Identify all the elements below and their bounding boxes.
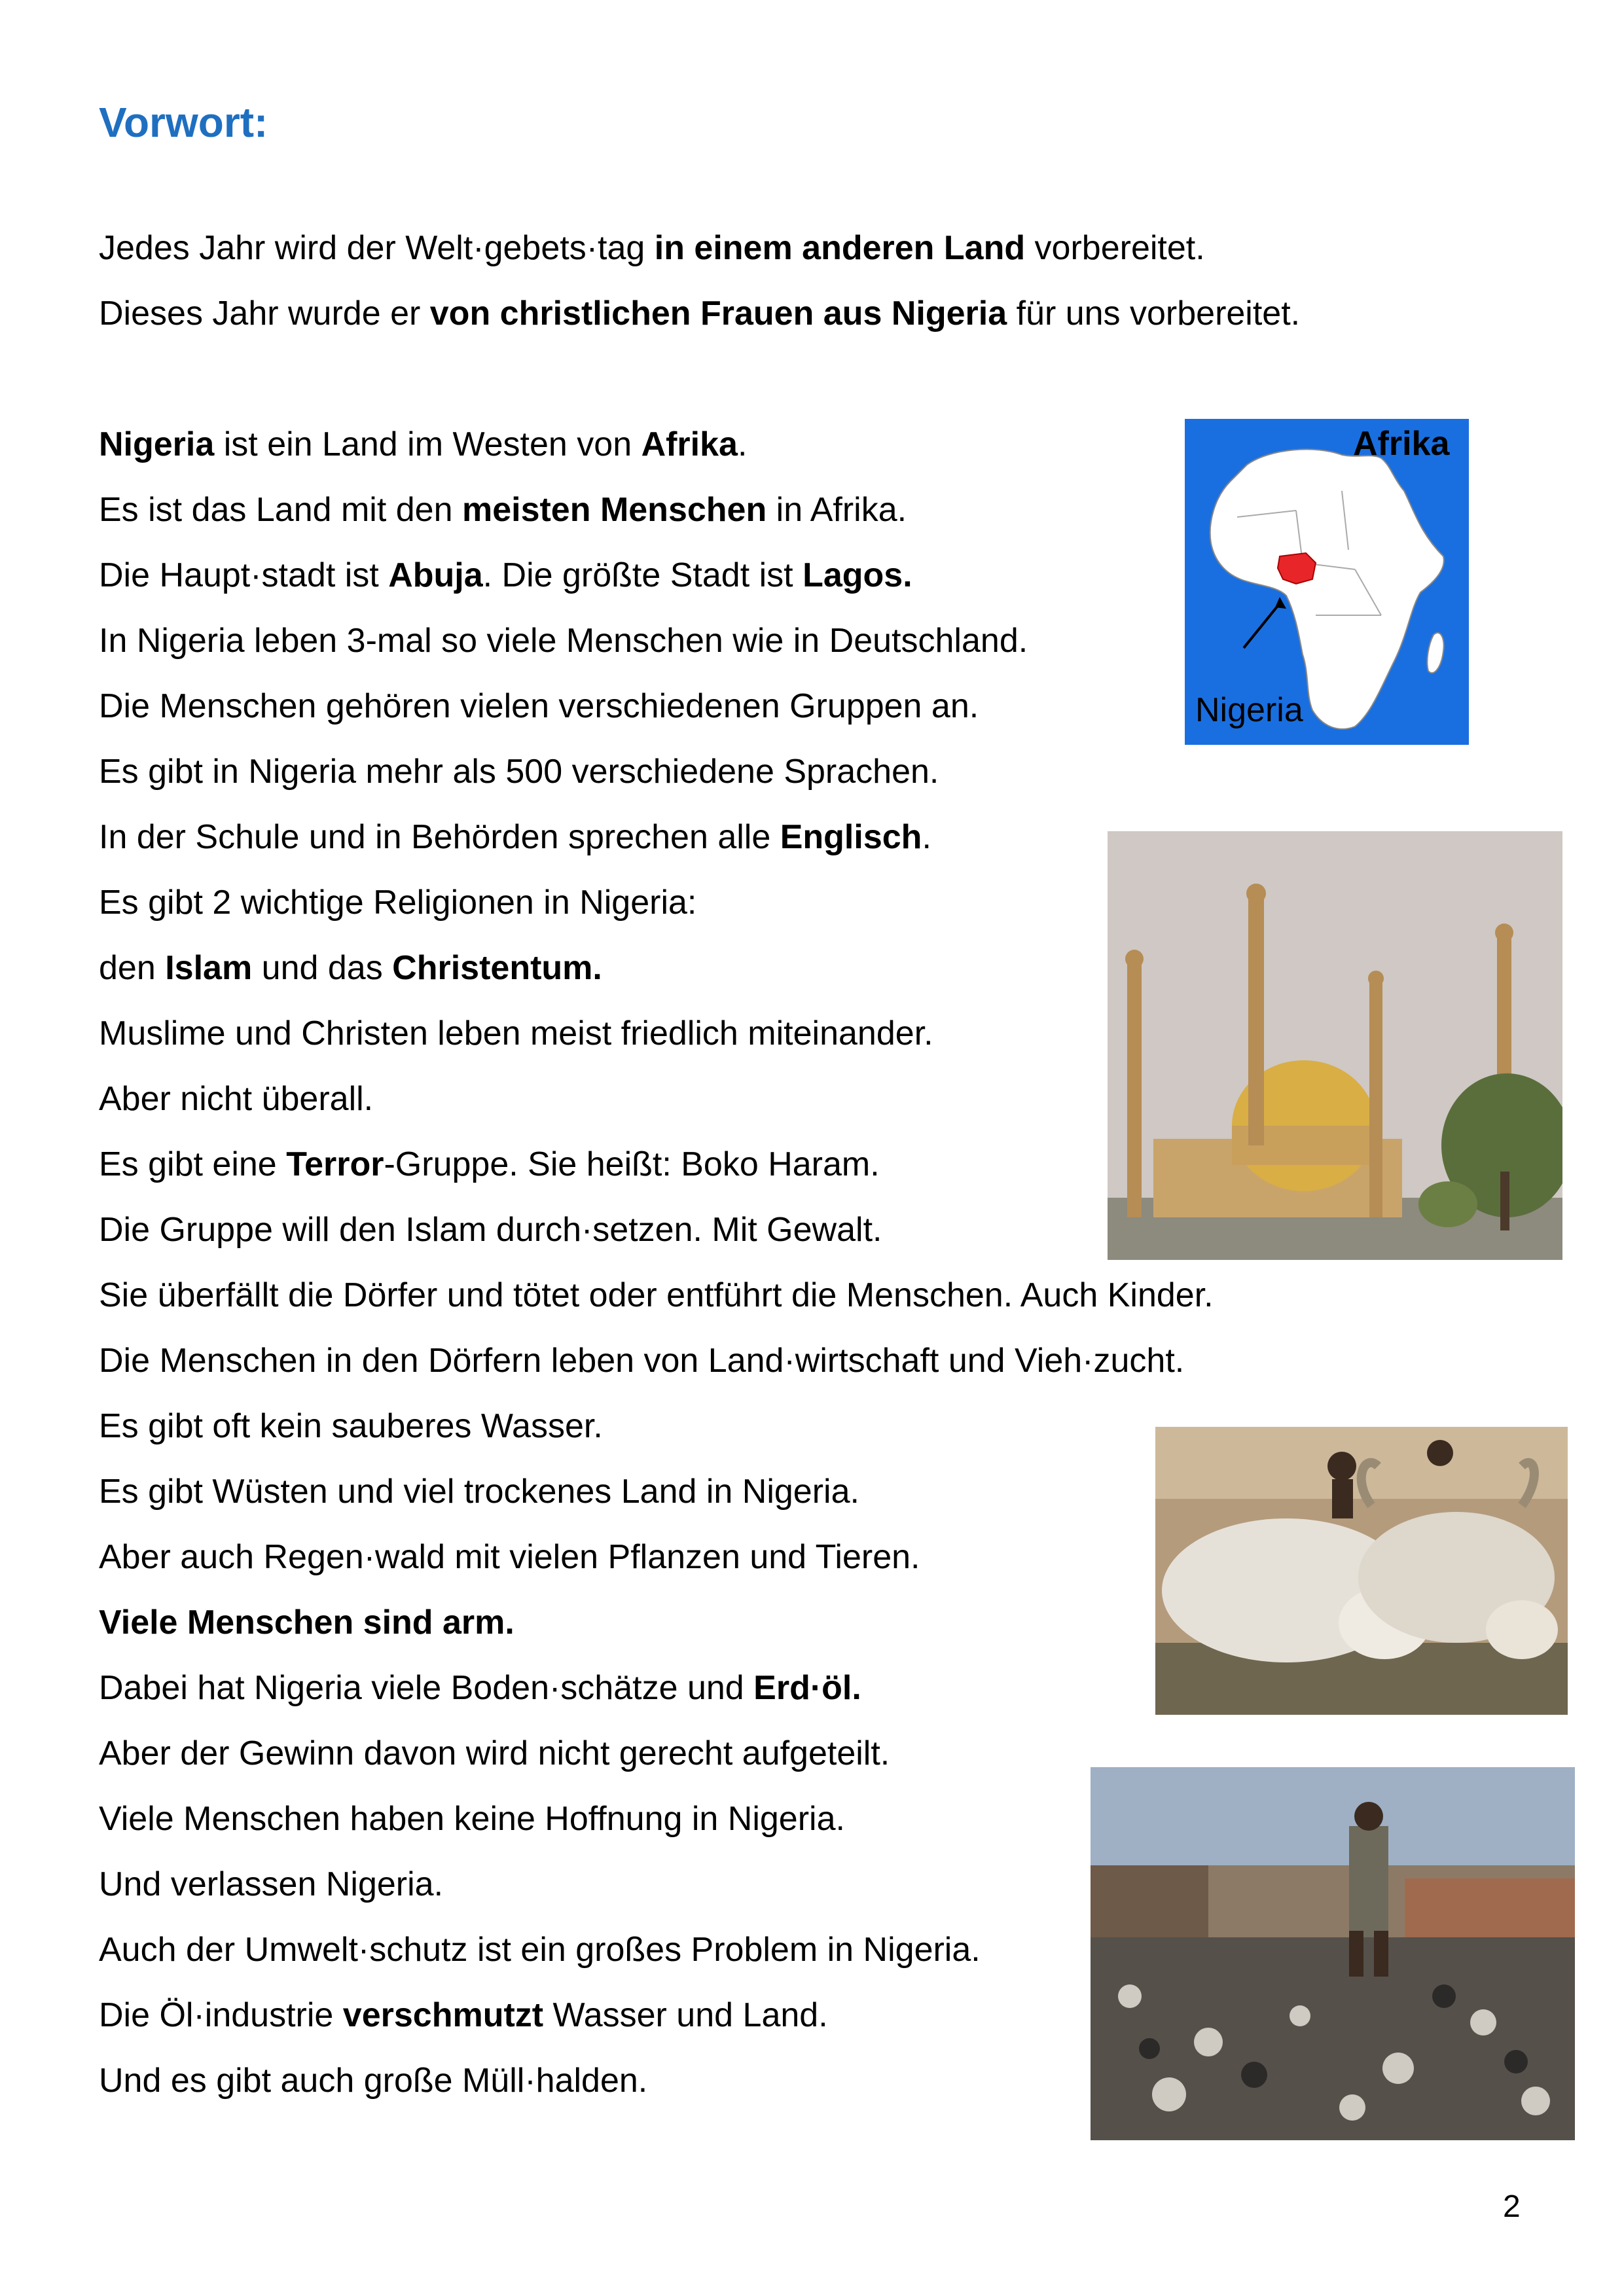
text-line bbox=[99, 1537, 920, 1577]
text-line bbox=[99, 228, 1205, 268]
text-segment: Sie überfällt die Dörfer und tötet oder entführt die Menschen. Auch Kinder. bbox=[99, 1276, 1214, 1314]
bold-text: Christentum. bbox=[392, 949, 602, 987]
page-title: Vorwort: bbox=[99, 99, 268, 146]
text-segment: Es gibt 2 wichtige Religionen in Nigeria: bbox=[99, 884, 697, 922]
text-segment: Und verlassen Nigeria. bbox=[99, 1865, 444, 1903]
bold-text: meisten Menschen bbox=[461, 491, 767, 529]
text-segment: Viele Menschen haben keine Hoffnung in Nigeria. bbox=[99, 1800, 845, 1838]
bold-text: Lagos. bbox=[803, 556, 912, 594]
text-segment: In Nigeria leben 3-mal so viele Menschen wie in Deutschland. bbox=[99, 622, 1028, 660]
text-segment: Aber auch Regen·wald mit vielen Pflanzen und Tieren. bbox=[99, 1538, 920, 1576]
bold-text: Terror bbox=[286, 1145, 384, 1183]
text-line bbox=[99, 1210, 882, 1250]
text-segment: Die Menschen in den Dörfern leben von Land·wirtschaft und Vieh·zucht. bbox=[99, 1342, 1185, 1380]
text-segment: Es gibt in Nigeria mehr als 500 verschiedene Sprachen. bbox=[99, 753, 939, 791]
text-line bbox=[99, 948, 602, 988]
map-label-afrika: Afrika bbox=[1353, 425, 1450, 463]
bold-text: Erd·öl. bbox=[753, 1669, 861, 1707]
text-line bbox=[99, 490, 907, 530]
text-line bbox=[99, 620, 1028, 661]
text-line bbox=[99, 1275, 1214, 1316]
text-segment: Aber nicht überall. bbox=[99, 1080, 374, 1118]
text-segment: in Afrika. bbox=[767, 491, 907, 529]
text-segment: Wasser und Land. bbox=[543, 1996, 828, 2034]
text-segment: Dieses Jahr wurde er bbox=[99, 295, 430, 332]
text-segment: Es gibt Wüsten und viel trockenes Land in Nigeria. bbox=[99, 1473, 859, 1511]
text-line bbox=[99, 1013, 933, 1054]
bold-text: Viele Menschen sind arm. bbox=[99, 1604, 514, 1641]
text-line bbox=[99, 1799, 845, 1839]
text-segment: Es gibt oft kein sauberes Wasser. bbox=[99, 1407, 603, 1445]
bold-text: Islam bbox=[165, 949, 253, 987]
text-segment: Die Öl·industrie bbox=[99, 1996, 343, 2034]
text-segment: für uns vorbereitet. bbox=[1007, 295, 1301, 332]
text-segment: ist ein Land im Westen von bbox=[214, 425, 641, 463]
text-segment: . bbox=[922, 818, 931, 856]
bold-text: verschmutzt bbox=[342, 1996, 544, 2034]
bold-text: von christlichen Frauen aus Nigeria bbox=[429, 295, 1007, 332]
text-line bbox=[99, 1668, 861, 1708]
text-segment: . Die größte Stadt ist bbox=[482, 556, 803, 594]
text-line bbox=[99, 1864, 443, 1905]
text-line bbox=[99, 555, 912, 596]
text-line bbox=[99, 1995, 828, 2036]
nigeria-highlight bbox=[1278, 553, 1316, 584]
map-label-nigeria: Nigeria bbox=[1195, 691, 1303, 729]
text-segment: Die Gruppe will den Islam durch·setzen. Mit Gewalt. bbox=[99, 1211, 882, 1249]
text-segment: Auch der Umwelt·schutz ist ein großes Problem in Nigeria. bbox=[99, 1931, 981, 1969]
text-segment: Es gibt eine bbox=[99, 1145, 287, 1183]
bold-text: Abuja bbox=[388, 556, 483, 594]
bold-text: Englisch bbox=[780, 818, 922, 856]
text-line bbox=[99, 424, 747, 465]
text-segment: -Gruppe. Sie heißt: Boko Haram. bbox=[384, 1145, 880, 1183]
text-line bbox=[99, 1144, 880, 1185]
text-segment: Muslime und Christen leben meist friedlich miteinander. bbox=[99, 1014, 933, 1052]
garbage-dump-photo bbox=[1091, 1767, 1575, 2140]
text-segment: Die Menschen gehören vielen verschiedenen Gruppen an. bbox=[99, 687, 979, 725]
text-line bbox=[99, 686, 979, 726]
text-segment: Aber der Gewinn davon wird nicht gerecht aufgeteilt. bbox=[99, 1734, 890, 1772]
text-segment: Jedes Jahr wird der Welt·gebets·tag bbox=[99, 229, 655, 267]
text-segment: Und es gibt auch große Müll·halden. bbox=[99, 2062, 648, 2100]
text-segment: den bbox=[99, 949, 166, 987]
text-line bbox=[99, 751, 939, 792]
text-segment: In der Schule und in Behörden sprechen alle bbox=[99, 818, 780, 856]
text-line bbox=[99, 293, 1300, 334]
text-line bbox=[99, 1602, 514, 1643]
africa-map bbox=[1185, 419, 1469, 745]
mosque-photo bbox=[1108, 831, 1562, 1260]
text-line bbox=[99, 1406, 603, 1446]
text-line bbox=[99, 1079, 373, 1119]
text-line bbox=[99, 1471, 859, 1512]
text-line bbox=[99, 2060, 647, 2101]
bold-text: Nigeria bbox=[99, 425, 215, 463]
text-segment: Dabei hat Nigeria viele Boden·schätze und bbox=[99, 1669, 754, 1707]
bold-text: Afrika bbox=[641, 425, 738, 463]
text-line bbox=[99, 1340, 1184, 1381]
cattle-photo bbox=[1155, 1427, 1568, 1715]
text-line bbox=[99, 817, 931, 857]
bold-text: in einem anderen Land bbox=[654, 229, 1026, 267]
text-segment: und das bbox=[252, 949, 393, 987]
text-segment: . bbox=[737, 425, 748, 463]
text-segment: vorbereitet. bbox=[1025, 229, 1205, 267]
text-line bbox=[99, 1929, 981, 1970]
text-segment: Es ist das Land mit den bbox=[99, 491, 462, 529]
text-line bbox=[99, 882, 696, 923]
text-segment: Die Haupt·stadt ist bbox=[99, 556, 389, 594]
page-number: 2 bbox=[1503, 2189, 1521, 2224]
text-line bbox=[99, 1733, 890, 1774]
